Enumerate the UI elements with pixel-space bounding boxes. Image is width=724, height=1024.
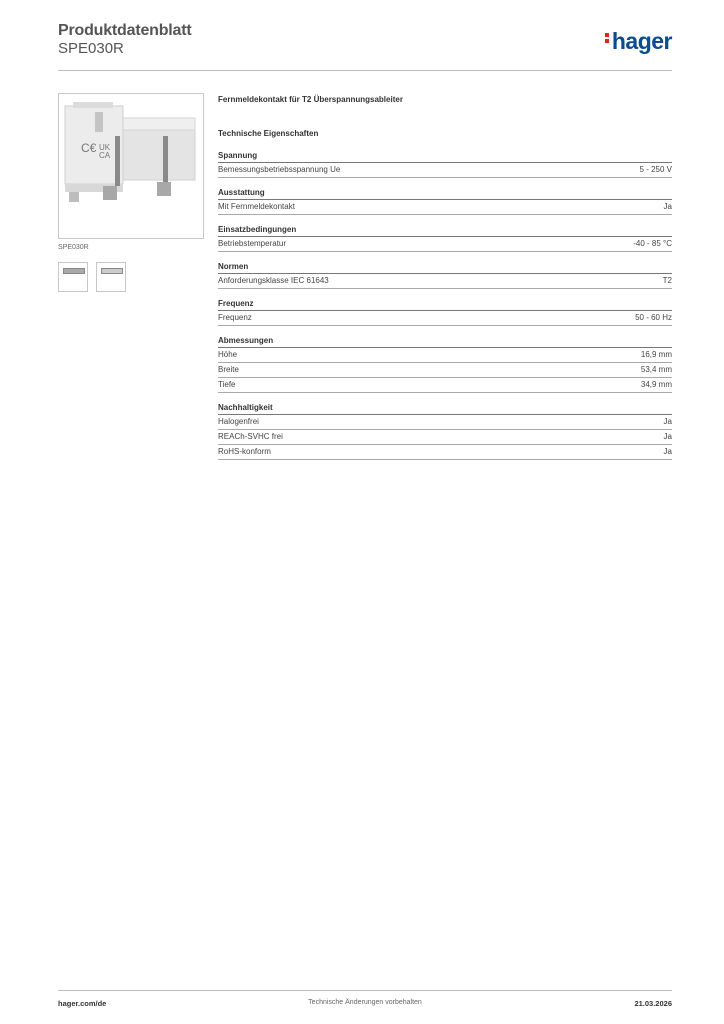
logo-dots-icon: [605, 31, 610, 45]
product-image: [63, 100, 199, 230]
property-row: [218, 237, 672, 252]
group-nachhaltigkeit: [218, 403, 672, 460]
group-title: Einsatzbedingungen: [218, 225, 672, 237]
property-value: 5 - 250 V: [639, 165, 672, 174]
group-frequenz: [218, 299, 672, 326]
property-value: 34,9 mm: [640, 380, 672, 389]
page-header: [58, 20, 672, 71]
section-title: Technische Eigenschaften: [218, 129, 319, 138]
property-row: [218, 348, 672, 363]
property-label: RoHS-konform: [218, 447, 271, 456]
group-title: Nachhaltigkeit: [218, 403, 672, 415]
property-label: Frequenz: [218, 313, 252, 322]
group-abmessungen: [218, 336, 672, 393]
group-einsatzbedingungen: [218, 225, 672, 252]
property-label: Mit Fernmeldekontakt: [218, 202, 295, 211]
product-data: [218, 95, 672, 470]
thumbnail-2[interactable]: [96, 262, 126, 292]
group-normen: [218, 262, 672, 289]
property-row: [218, 311, 672, 326]
property-row: [218, 363, 672, 378]
property-value: T2: [662, 276, 672, 285]
footer-url[interactable]: hager.com/de: [58, 999, 107, 1008]
property-value: 16,9 mm: [640, 350, 672, 359]
property-label: Bemessungsbetriebsspannung Ue: [218, 165, 341, 174]
footer-date: 21.03.2026: [634, 999, 672, 1008]
property-row: [218, 200, 672, 215]
property-label: Betriebstemperatur: [218, 239, 287, 248]
property-label: Breite: [218, 365, 239, 374]
logo-text: hager: [611, 28, 672, 54]
group-title: Spannung: [218, 151, 672, 163]
thumbnail-1[interactable]: [58, 262, 88, 292]
svg-text:C€: C€: [81, 141, 97, 155]
property-value: Ja: [663, 432, 672, 441]
property-label: REACh-SVHC frei: [218, 432, 283, 441]
property-value: 53,4 mm: [640, 365, 672, 374]
product-image-frame: [58, 93, 204, 239]
product-reference: SPE030R: [58, 40, 124, 57]
group-title: Normen: [218, 262, 672, 274]
property-value: -40 - 85 °C: [633, 239, 672, 248]
property-row: [218, 378, 672, 393]
svg-text:UK: UK: [99, 143, 111, 152]
property-label: Anforderungsklasse IEC 61643: [218, 276, 329, 285]
group-title: Abmessungen: [218, 336, 672, 348]
property-row: [218, 163, 672, 178]
footer-note: Technische Änderungen vorbehalten: [308, 999, 422, 1006]
property-label: Tiefe: [218, 380, 236, 389]
image-caption: SPE030R: [58, 244, 89, 251]
property-row: [218, 445, 672, 460]
property-value: 50 - 60 Hz: [635, 313, 672, 322]
group-title: Ausstattung: [218, 188, 672, 200]
hager-logo: [605, 28, 672, 55]
property-label: Höhe: [218, 350, 238, 359]
property-value: Ja: [663, 447, 672, 456]
svg-text:CA: CA: [99, 151, 111, 160]
property-value: Ja: [663, 417, 672, 426]
property-row: [218, 274, 672, 289]
group-ausstattung: [218, 188, 672, 215]
product-description: Fernmeldekontakt für T2 Überspannungsableiter: [218, 95, 403, 104]
property-row: [218, 430, 672, 445]
page-footer: [58, 990, 672, 1015]
property-row: [218, 415, 672, 430]
property-label: Halogenfrei: [218, 417, 259, 426]
property-value: Ja: [663, 202, 672, 211]
group-title: Frequenz: [218, 299, 672, 311]
group-spannung: [218, 151, 672, 178]
document-title: Produktdatenblatt: [58, 22, 192, 39]
